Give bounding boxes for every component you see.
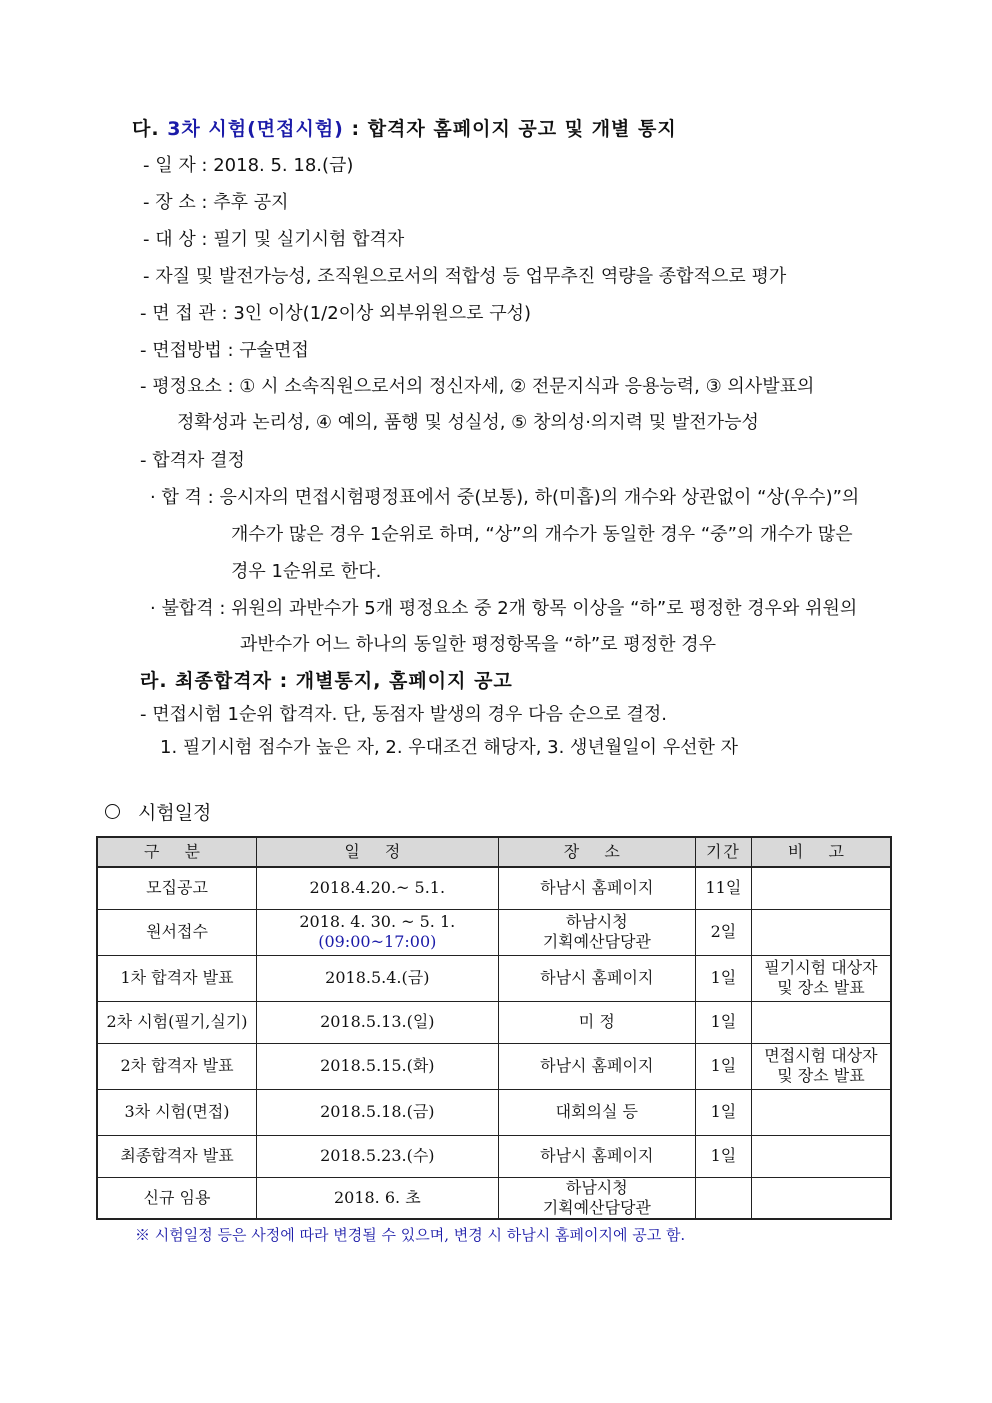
cell-date-text: 2018.5.13.(일) bbox=[320, 1012, 435, 1031]
cell-category bbox=[97, 1001, 257, 1043]
section-c-line: - 대 상 : 필기 및 실기시험 합격자 bbox=[143, 229, 405, 250]
header-date: 일 정 bbox=[257, 837, 499, 867]
cell-period-text: 2일 bbox=[710, 922, 737, 941]
section-c-title-rest: : 합격자 홈페이지 공고 및 개별 통지 bbox=[343, 118, 677, 140]
section-c-line: · 불합격 : 위원의 과반수가 5개 평정요소 중 2개 항목 이상을 “하”로 평정한 경우와 위원의 bbox=[150, 598, 858, 619]
cell-period-text: 1일 bbox=[710, 1056, 737, 1075]
cell-place-text: 하남시청 bbox=[565, 912, 628, 931]
cell-date-text: 2018.5.4.(금) bbox=[325, 968, 430, 987]
section-c-heading bbox=[132, 116, 677, 142]
cell-category bbox=[97, 955, 257, 1001]
section-c-title-blue: 3차 시험(면접시험) bbox=[167, 118, 344, 140]
schedule-heading bbox=[105, 800, 211, 826]
section-c-line: · 합 격 : 응시자의 면접시험평정표에서 중(보통), 하(미흡)의 개수와 상관없이 “상(우수)”의 bbox=[150, 487, 860, 508]
cell-date bbox=[257, 1043, 499, 1089]
section-c-line: 개수가 많은 경우 1순위로 하며, “상”의 개수가 동일한 경우 “중”의 개수가 많은 bbox=[231, 524, 853, 545]
cell-date-subtext: (09:00~17:00) bbox=[318, 932, 437, 951]
cell-period bbox=[695, 909, 751, 955]
cell-period bbox=[695, 1177, 751, 1219]
section-c-line: 과반수가 어느 하나의 동일한 평정항목을 “하”로 평정한 경우 bbox=[240, 634, 717, 655]
cell-place-text: 하남시 홈페이지 bbox=[540, 878, 654, 898]
cell-period bbox=[695, 955, 751, 1001]
table-header-row bbox=[97, 837, 891, 867]
table-row bbox=[97, 909, 891, 955]
circle-bullet-icon bbox=[105, 804, 120, 819]
cell-place-text: 대회의실 등 bbox=[555, 1102, 638, 1121]
cell-place-text: 하남시청 bbox=[565, 1177, 628, 1197]
cell-place bbox=[498, 909, 695, 955]
section-d-line: 1. 필기시험 점수가 높은 자, 2. 우대조건 해당자, 3. 생년월일이 우선한 자 bbox=[160, 737, 738, 758]
cell-remarks bbox=[751, 1043, 891, 1089]
cell-date bbox=[257, 867, 499, 909]
section-c-line: 경우 1순위로 한다. bbox=[231, 561, 382, 582]
table-row bbox=[97, 867, 891, 909]
section-c-line: - 면 접 관 : 3인 이상(1/2이상 외부위원으로 구성) bbox=[140, 303, 532, 324]
table-row bbox=[97, 1177, 891, 1219]
cell-remarks-subtext: 및 장소 발표 bbox=[777, 1066, 865, 1085]
section-c-line: - 자질 및 발전가능성, 조직원으로서의 적합성 등 업무추진 역량을 종합적으로 평가 bbox=[143, 266, 787, 287]
cell-date bbox=[257, 909, 499, 955]
cell-category bbox=[97, 1135, 257, 1177]
cell-place bbox=[498, 955, 695, 1001]
cell-date-text: 2018.5.18.(금) bbox=[320, 1102, 435, 1121]
cell-period-text: 1일 bbox=[710, 1102, 737, 1121]
cell-category-text: 최종합격자 발표 bbox=[120, 1146, 234, 1165]
cell-place-subtext: 기획예산담당관 bbox=[542, 932, 651, 951]
cell-place bbox=[498, 1001, 695, 1043]
cell-period-text: 1일 bbox=[710, 968, 737, 987]
cell-period bbox=[695, 1135, 751, 1177]
cell-period-text: 1일 bbox=[710, 1012, 737, 1031]
cell-category-text: 2차 합격자 발표 bbox=[120, 1056, 234, 1075]
cell-remarks bbox=[751, 1001, 891, 1043]
cell-period bbox=[695, 1089, 751, 1135]
cell-place-text: 하남시 홈페이지 bbox=[540, 968, 654, 987]
section-c-line: - 평정요소 : ① 시 소속직원으로서의 정신자세, ② 전문지식과 응용능력, ③ 의사발표의 bbox=[140, 376, 815, 397]
cell-place bbox=[498, 1089, 695, 1135]
cell-remarks bbox=[751, 867, 891, 909]
cell-category-text: 원서접수 bbox=[146, 922, 208, 941]
cell-category-text: 모집공고 bbox=[146, 878, 208, 898]
cell-place-subtext: 기획예산담당관 bbox=[542, 1197, 651, 1217]
header-remarks: 비 고 bbox=[751, 837, 891, 867]
cell-date bbox=[257, 955, 499, 1001]
cell-category-text: 2차 시험(필기,실기) bbox=[106, 1012, 248, 1031]
section-c-line: 정확성과 논리성, ④ 예의, 품행 및 성실성, ⑤ 창의성·의지력 및 발전가능성 bbox=[177, 412, 759, 433]
cell-category bbox=[97, 909, 257, 955]
table-row bbox=[97, 1135, 891, 1177]
cell-category bbox=[97, 1177, 257, 1219]
section-c-line: - 일 자 : 2018. 5. 18.(금) bbox=[143, 155, 354, 176]
header-period: 기간 bbox=[695, 837, 751, 867]
table-row bbox=[97, 1089, 891, 1135]
cell-category-text: 1차 합격자 발표 bbox=[120, 968, 234, 987]
section-c-prefix: 다. bbox=[132, 118, 168, 140]
cell-remarks-text: 필기시험 대상자 bbox=[764, 958, 878, 977]
schedule-note: ※ 시험일정 등은 사정에 따라 변경될 수 있으며, 변경 시 하남시 홈페이지에 공고 함. bbox=[135, 1226, 686, 1244]
cell-remarks bbox=[751, 1135, 891, 1177]
cell-remarks bbox=[751, 909, 891, 955]
section-c-line: - 면접방법 : 구술면접 bbox=[140, 340, 309, 361]
cell-category-text: 신규 임용 bbox=[143, 1187, 211, 1207]
cell-place bbox=[498, 867, 695, 909]
cell-place-text: 하남시 홈페이지 bbox=[540, 1056, 654, 1075]
cell-category-text: 3차 시험(면접) bbox=[124, 1102, 230, 1121]
cell-period-text: 1일 bbox=[710, 1146, 737, 1165]
cell-period bbox=[695, 1043, 751, 1089]
cell-remarks bbox=[751, 1177, 891, 1219]
cell-period bbox=[695, 1001, 751, 1043]
cell-remarks bbox=[751, 955, 891, 1001]
header-category: 구 분 bbox=[97, 837, 257, 867]
table-row bbox=[97, 1043, 891, 1089]
cell-category bbox=[97, 1043, 257, 1089]
cell-place bbox=[498, 1135, 695, 1177]
cell-date-text: 2018. 4. 30. ~ 5. 1. bbox=[299, 912, 456, 931]
table-row bbox=[97, 1001, 891, 1043]
cell-place-text: 하남시 홈페이지 bbox=[540, 1146, 654, 1165]
cell-date bbox=[257, 1135, 499, 1177]
cell-remarks-text: 면접시험 대상자 bbox=[764, 1046, 878, 1065]
cell-remarks bbox=[751, 1089, 891, 1135]
cell-date-text: 2018.5.23.(수) bbox=[320, 1146, 435, 1165]
cell-category bbox=[97, 867, 257, 909]
cell-date-text: 2018.4.20.~ 5.1. bbox=[309, 878, 446, 898]
cell-date bbox=[257, 1001, 499, 1043]
cell-period-text: 11일 bbox=[705, 878, 742, 898]
schedule-title: 시험일정 bbox=[138, 802, 212, 824]
section-d-heading: 라. 최종합격자 : 개별통지, 홈페이지 공고 bbox=[140, 670, 513, 692]
cell-date bbox=[257, 1089, 499, 1135]
cell-category bbox=[97, 1089, 257, 1135]
schedule-table bbox=[96, 836, 892, 1220]
table-row bbox=[97, 955, 891, 1001]
cell-place-text: 미 정 bbox=[578, 1012, 615, 1031]
cell-period bbox=[695, 867, 751, 909]
section-c-line: - 합격자 결정 bbox=[140, 450, 245, 471]
section-c-line: - 장 소 : 추후 공지 bbox=[143, 192, 289, 213]
cell-date-text: 2018. 6. 초 bbox=[333, 1187, 421, 1207]
cell-remarks-subtext: 및 장소 발표 bbox=[777, 978, 865, 997]
cell-date-text: 2018.5.15.(화) bbox=[320, 1056, 435, 1075]
cell-date bbox=[257, 1177, 499, 1219]
cell-place bbox=[498, 1177, 695, 1219]
section-d-line: - 면접시험 1순위 합격자. 단, 동점자 발생의 경우 다음 순으로 결정. bbox=[140, 704, 668, 725]
header-place: 장 소 bbox=[498, 837, 695, 867]
cell-place bbox=[498, 1043, 695, 1089]
